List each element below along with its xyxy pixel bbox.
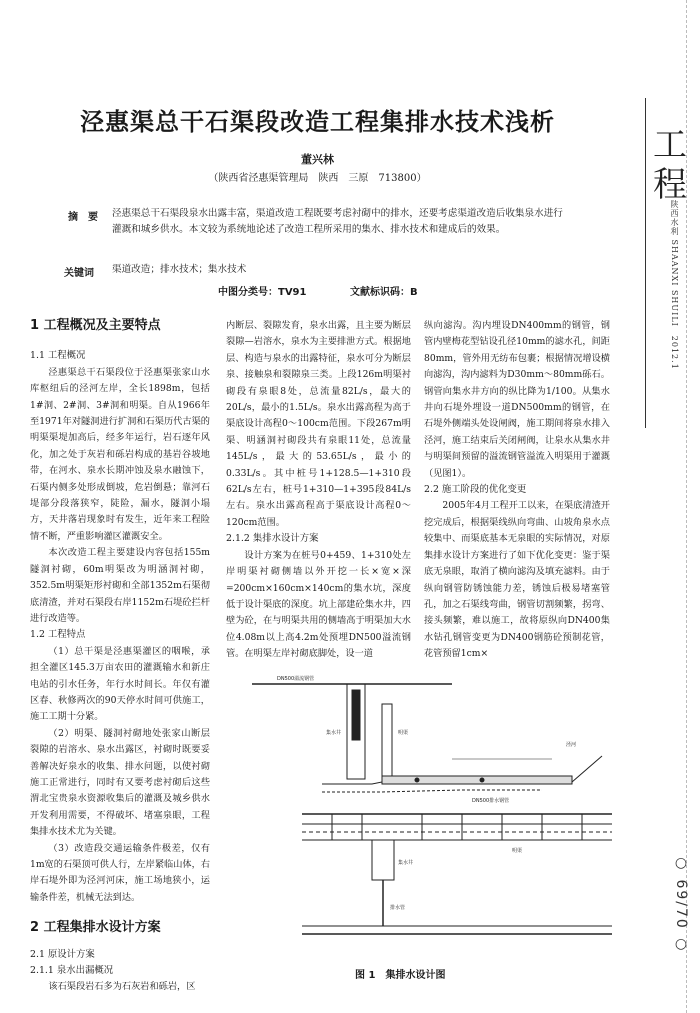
drain-pipe-line [322,790,542,792]
label-overflow-pipe: DN500溢流钢管 [277,676,315,682]
figure-1-drawing [222,664,617,964]
paragraph: 纵向滤沟。沟内埋设DN400mm的钢管，钢管内壁梅花型钻设孔径10mm的滤水孔，间距80mm，管外用无纺布包裹；根据情况增设横向滤沟，沟内滤料为D30mm～80mm砾石。钢管向集水井方向的纵比降为1/100。从集水井向石堤外埋设一道DN500mm的钢管，在石堤外侧端头处设闸阀，施工期间将泉水排入泾河，施工结束后关闭闸阀，让泉水从集水井与明渠间预留的溢流钢管溢流入明渠用于灌溉（见图1）。 [424,320,610,479]
section-2-1-1-heading: 2.1.1 泉水出漏概况 [30,965,114,977]
label-drain-pipe: DN500排水钢管 [472,798,510,804]
keywords-label: 关键词 [64,268,94,279]
author: 董兴林 [301,153,334,166]
keywords-text: 渠道改造；排水技术；集水技术 [112,264,247,275]
column-2 [226,318,411,663]
paragraph: 设计方案为在桩号0+459、1+310处左岸明渠衬砌侧墙以外开挖一长×宽×深=200cm×160cm×140cm的集水坑，深度低于设计渠底的深度。坑上部建砼集水井，四壁为砼，在与明渠共用的侧墙高于明渠加大水位4.08m以上高4.2m处预埋DN500溢流钢管。在明渠左岸衬砌底脚处，设一道 [226,549,411,660]
paragraph: （2）明渠、隧洞衬砌地处张家山断层裂隙的岩溶水、泉水出露区，衬砌时既要妥善解决好泉水的收集、排水问题，以使衬砌施工正常进行，同时有又要考虑衬砌后这些渭北宝贵泉水资源收集后的灌溉及城乡供水开发利用需要，不得破坏、堵塞泉眼，工程集排水技术尤为关键。 [30,727,210,838]
label-plan-drain: 排水管 [390,905,406,911]
paragraph: 该石渠段岩石多为石灰岩和砾岩，区 [48,981,196,993]
document-code: 文献标识码：B [350,287,418,298]
label-plan-canal: 明渠 [512,848,523,854]
column-1 [30,318,210,996]
canal-wall [382,704,392,784]
pipe-section [415,778,419,782]
paragraph: 本次改造工程主要建设内容包括155m隧洞衬砌，60m明渠改为明涵洞衬砌，352.5m明渠矩形衬砌和全部1352m石渠彻底清渣，并对石渠段右岸1152m石堤砼拦杆进行改造等。 [30,547,210,624]
pipe-section [480,778,484,782]
label-river: 泾河 [566,742,577,748]
well-core [352,690,360,740]
sidebar-glyph-bottom: 程 [653,165,687,205]
classification-number: 中图分类号：TV91 [218,287,307,298]
abstract-label: 摘 要 [68,212,98,223]
sidebar-glyph-top: 工 [653,125,687,165]
section-2-heading: 2 工程集排水设计方案 [30,920,161,936]
plan-collecting-well [372,840,394,880]
canal-floor [382,776,572,784]
article-title: 泾惠渠总干石渠段改造工程集排水技术浅析 [80,108,555,136]
label-canal: 明渠 [398,730,409,736]
section-1-2-heading: 1.2 工程特点 [30,629,86,641]
paragraph: （3）改造段交通运输条件极差，仅有1m宽的石渠顶可供人行，左岸紧临山体，右岸石堤外即为泾河河床，施工场地狭小，运输条件差，机械无法到达。 [30,842,210,903]
section-1-heading: 1 工程概况及主要特点 [30,318,161,333]
section-1-1-heading: 1.1 工程概况 [30,350,86,362]
paragraph: 内断层、裂隙发育，泉水出露，且主要为断层裂隙—岩溶水，泉水为主要排泄方式。根据地层、构造与泉水的出露特征，泉水可分为断层泉、接触泉和裂隙泉三类。上段126m明渠衬砌段有泉眼8处，总流量82L/s，最大的20L/s，最小的1.5L/s。泉水出露高程为高于渠底设计高程0～100cm范围。下段267m明渠、明涵洞衬砌段共有泉眼11处，总流量145L/s，最大的53.65L/s，最小的0.33L/s。其中桩号1+128.5—1+310段62L/s左右，桩号1+310—1+395段84L/s左右。泉水出露高程高于渠底设计高程0～120cm范围。 [226,320,411,528]
section-view [252,684,602,792]
plan-view [302,814,612,934]
label-collecting-well: 集水井 [326,730,342,736]
paragraph: 泾惠渠总干石渠段位于泾惠渠张家山水库枢纽后的泾河左岸，全长1898m，包括1#洞、2#洞、3#洞和明渠。自从1966年至1971年对隧洞进行扩洞和石渠历代古渠的明渠渠堤加高后，经多年运行，岩石逐年风化，加之处于灰岩和砾岩构成的基岩谷坡地带，在河水、泉水长期冲蚀及泉水融蚀下，石渠内侧多处形成倒坡，危岩倒悬；靠河石堤部分段落狭窄，陡险，漏水，隧洞小塌方，天井落岩现象时有发生，近年来工程险情不断，严重影响灌区灌溉安全。 [30,366,210,542]
figure-1-caption: 图 1 集排水设计图 [355,970,446,981]
affiliation: （陕西省泾惠渠管理局 陕西 三原 713800） [208,173,427,184]
abstract-text: 泾惠渠总干石渠段泉水出露丰富，渠道改造工程既要考虑衬砌中的排水，还要考虑渠道改造后收集泉水进行灌溉和城乡供水。本文较为系统地论述了改造工程所采用的集水、排水技术和建成后的效果。 [112,208,563,235]
section-2-1-heading: 2.1 原设计方案 [30,948,95,960]
section-2-1-2-heading: 2.1.2 集排水设计方案 [226,533,319,545]
paragraph: 2005年4月工程开工以来，在渠底清渣开挖完成后，根据渠线纵向弯曲、山坡角泉水点较集中、而渠底基本无泉眼的实际情况，对原集排水设计方案进行了如下优化变更：鉴于渠底无泉眼，取消了横向滤沟及填充滤料。由于纵向钢管防锈蚀能力差，锈蚀后极易堵塞管孔，加之石渠线弯曲，钢管切割频繁，拐弯、接头频繁，难以施工，故将原纵向DN400集水钻孔钢管变更为DN400钢筋砼预制花管，花管预留1cm× [424,500,610,660]
sidebar-journal-name: 陕西水利 SHAANXI SHUILI 2012.1 [670,200,679,370]
column-3 [424,318,610,663]
page-number: ○ 69/70 ○ [673,855,689,955]
paragraph: （1）总干渠是泾惠渠灌区的咽喉，承担全灌区145.3万亩农田的灌溉输水和新庄电站的引水任务，年行水时间长。年仅有灌区春、秋修两次的90天停水时间可供施工，施工工期十分紧。 [30,645,210,723]
section-2-2-heading: 2.2 施工阶段的优化变更 [424,484,527,496]
label-plan-well: 集水井 [398,860,414,866]
